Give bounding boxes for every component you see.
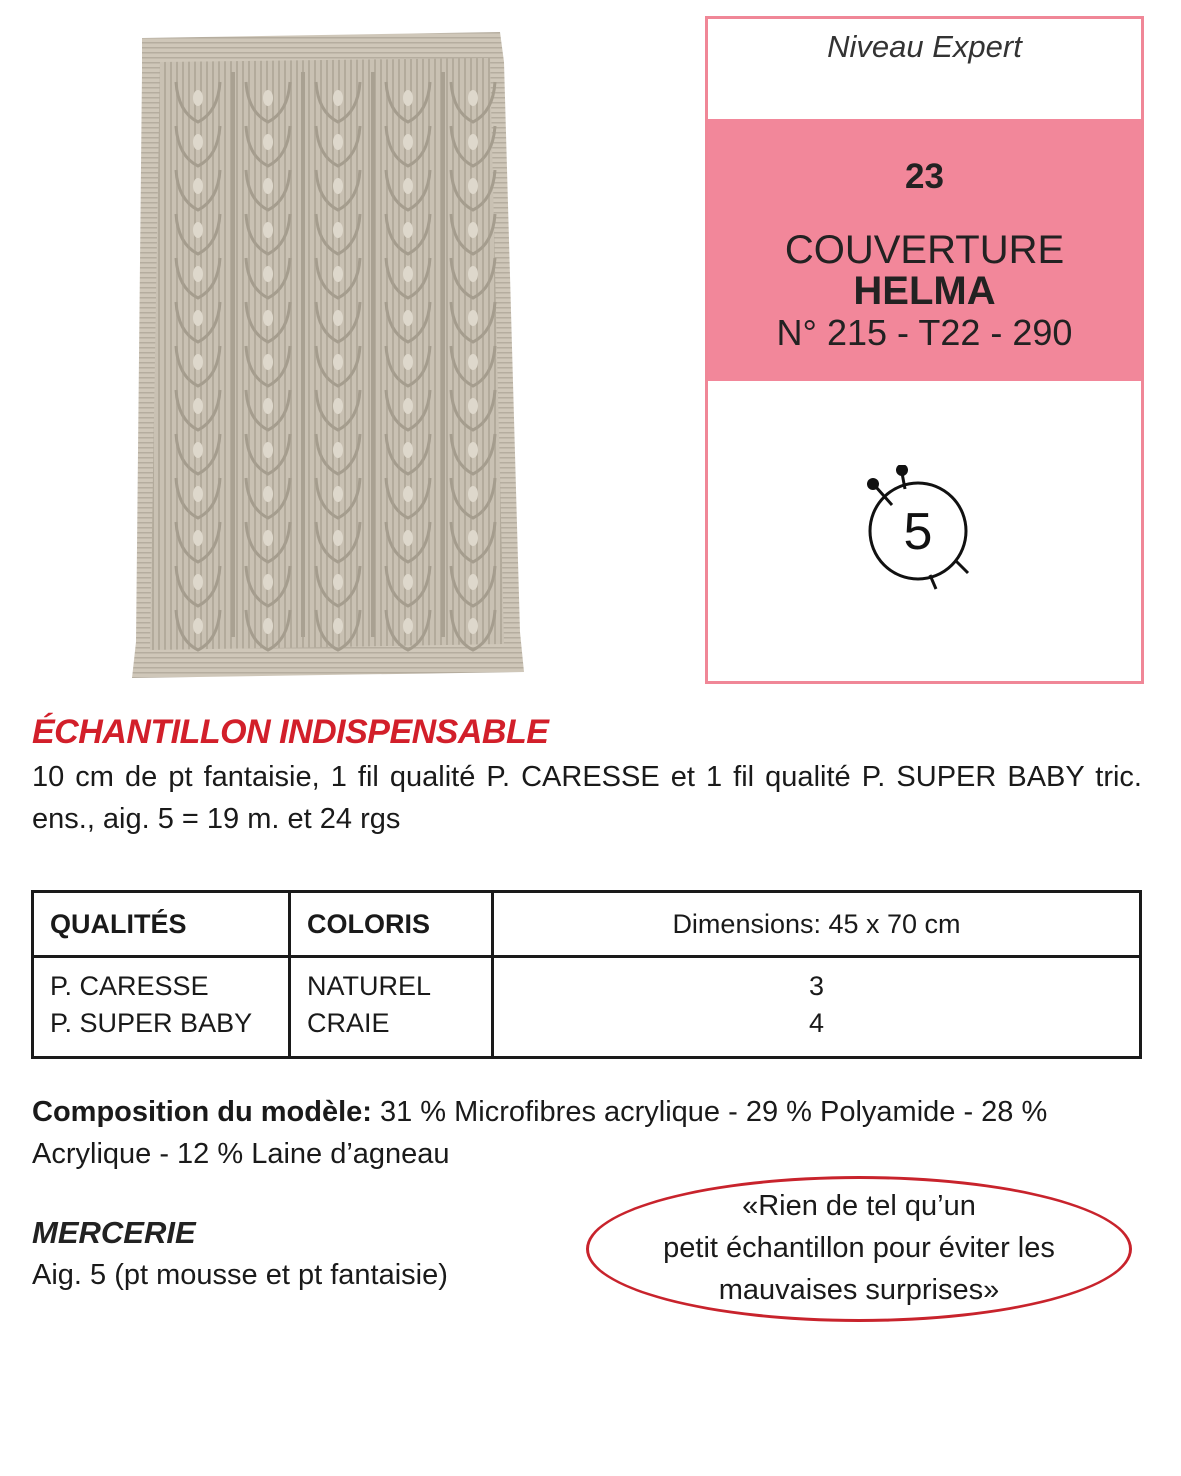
model-reference: N° 215 - T22 - 290 <box>776 312 1073 353</box>
eyelet <box>468 266 478 282</box>
eyelet <box>333 442 343 458</box>
sample-heading: ÉCHANTILLON INDISPENSABLE <box>32 713 549 751</box>
color-1: NATUREL <box>307 971 432 1001</box>
quote-line-2: petit échantillon pour éviter les <box>663 1232 1055 1264</box>
needle-size-label: 5 <box>903 503 933 561</box>
quality-2: P. SUPER BABY <box>50 1008 253 1038</box>
eyelet <box>263 134 273 150</box>
eyelet <box>193 530 203 546</box>
eyelet <box>333 574 343 590</box>
eyelet <box>193 442 203 458</box>
quantity-1: 3 <box>808 971 825 1001</box>
quantity-cell <box>493 957 1141 1058</box>
eyelet <box>468 486 478 502</box>
knit-blanket-photo <box>128 32 528 678</box>
eyelet <box>333 530 343 546</box>
eyelet <box>333 354 343 370</box>
eyelet <box>193 90 203 106</box>
eyelet <box>193 398 203 414</box>
table-row <box>33 957 1141 1058</box>
eyelet <box>403 178 413 194</box>
eyelet <box>403 90 413 106</box>
quantity-2: 4 <box>808 1008 825 1038</box>
eyelet <box>403 222 413 238</box>
eyelet <box>403 486 413 502</box>
eyelet <box>263 486 273 502</box>
eyelet <box>193 266 203 282</box>
mercerie-text: Aig. 5 (pt mousse et pt fantaisie) <box>32 1259 448 1291</box>
eyelet <box>468 134 478 150</box>
model-type: COUVERTURE <box>784 228 1065 272</box>
eyelet <box>193 178 203 194</box>
eyelet <box>263 222 273 238</box>
eyelet <box>333 178 343 194</box>
eyelet <box>333 134 343 150</box>
mercerie-heading: MERCERIE <box>32 1215 196 1250</box>
eyelet <box>403 266 413 282</box>
eyelet <box>468 178 478 194</box>
eyelet <box>193 618 203 634</box>
eyelet <box>468 354 478 370</box>
eyelet <box>468 398 478 414</box>
eyelet <box>263 442 273 458</box>
pattern-info-box <box>705 16 1144 684</box>
model-number: 23 <box>905 157 944 196</box>
eyelet <box>403 442 413 458</box>
eyelet <box>468 442 478 458</box>
eyelet <box>263 530 273 546</box>
yarn-quantity-table <box>31 890 1142 1059</box>
eyelet <box>403 398 413 414</box>
eyelet <box>468 222 478 238</box>
difficulty-level: Niveau Expert <box>827 29 1022 64</box>
quality-1: P. CARESSE <box>50 971 209 1001</box>
eyelet <box>333 618 343 634</box>
eyelet <box>403 530 413 546</box>
eyelet <box>468 618 478 634</box>
quote-line-1: «Rien de tel qu’un <box>742 1190 976 1222</box>
quote-line-3: mauvaises surprises» <box>718 1274 1000 1306</box>
knit-blanket-image <box>128 32 528 678</box>
eyelet <box>468 574 478 590</box>
eyelet <box>263 178 273 194</box>
quality-cell <box>33 957 290 1058</box>
composition-text <box>32 1091 1142 1175</box>
model-name: HELMA <box>853 269 996 313</box>
eyelet <box>333 310 343 326</box>
eyelet <box>468 90 478 106</box>
eyelet <box>263 266 273 282</box>
eyelet <box>193 574 203 590</box>
eyelet <box>263 354 273 370</box>
model-title-panel <box>708 119 1141 381</box>
eyelet <box>333 266 343 282</box>
eyelet <box>403 354 413 370</box>
eyelet <box>263 90 273 106</box>
composition-value: 31 % Microfibres acrylique - 29 % Polyamide - 28 % Acrylique - 12 % Laine d’agneau <box>32 1096 1048 1170</box>
color-2: CRAIE <box>307 1008 390 1038</box>
eyelet <box>333 398 343 414</box>
eyelet <box>333 90 343 106</box>
table-header-row <box>33 892 1141 957</box>
composition-label: Composition du modèle: <box>32 1096 372 1128</box>
color-cell <box>290 957 493 1058</box>
eyelet <box>333 222 343 238</box>
eyelet <box>403 310 413 326</box>
eyelet <box>403 574 413 590</box>
eyelet <box>403 134 413 150</box>
eyelet <box>263 310 273 326</box>
eyelet <box>193 354 203 370</box>
sample-description: 10 cm de pt fantaisie, 1 fil qualité P. CARESSE et 1 fil qualité P. SUPER BABY tric. ens., aig. 5 = 19 m. et 24 rgs <box>32 761 1142 835</box>
eyelet <box>193 486 203 502</box>
eyelet <box>333 486 343 502</box>
eyelet <box>263 398 273 414</box>
eyelet <box>263 618 273 634</box>
eyelet <box>468 530 478 546</box>
tip-quote-bubble <box>586 1176 1132 1322</box>
eyelet <box>263 574 273 590</box>
header-qualities: QUALITÉS <box>33 892 290 957</box>
header-dimensions: Dimensions: 45 x 70 cm <box>493 892 1141 957</box>
knitting-needle-icon <box>858 465 988 595</box>
eyelet <box>403 618 413 634</box>
eyelet <box>468 310 478 326</box>
eyelet <box>193 222 203 238</box>
needle-size-panel <box>708 381 1141 681</box>
header-colors: COLORIS <box>290 892 493 957</box>
eyelet <box>193 134 203 150</box>
eyelet <box>193 310 203 326</box>
